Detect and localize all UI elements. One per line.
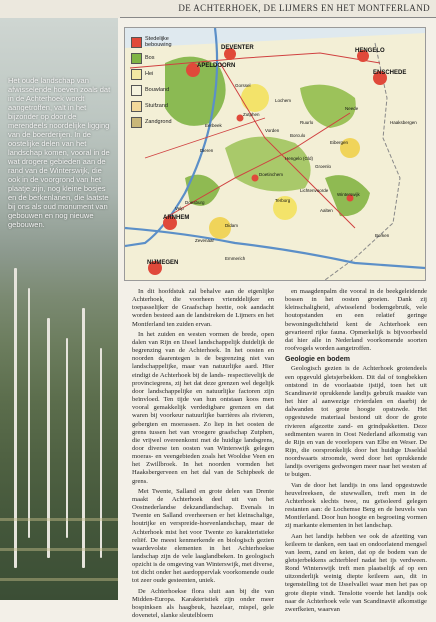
legend-label: Stedelijke bebouwing xyxy=(145,36,172,48)
map-place-label: ARNHEM xyxy=(163,215,190,221)
birch-trunk xyxy=(28,288,30,538)
map-place-label: Doetinchem xyxy=(259,172,284,177)
legend-item xyxy=(131,114,195,130)
legend-item xyxy=(131,50,195,66)
text-column-right xyxy=(285,288,427,616)
map-place-label: Borculo xyxy=(290,133,306,138)
legend-item xyxy=(131,34,195,50)
body-paragraph: Van de door het landijs in ons land opgestuwde heuvelreeksen, de stuwwallen, treft men in de Achterhoek slechts twee, nu geïsoleerd gelegen restanten aan: de Lochemse Berg en de heuvels van Montferland. Door hun hoogte en begroeiing vormen zij markante elementen in het landschap. xyxy=(285,481,427,530)
legend-swatch xyxy=(131,85,142,96)
map-place-label: Velp xyxy=(175,206,184,211)
map-place-label: Vorden xyxy=(265,128,280,133)
legend-label: Bos xyxy=(145,55,155,61)
map-place-label: Aalten xyxy=(320,208,333,213)
map-place-label: Doesburg xyxy=(185,200,205,205)
map-place-label: APELDOORN xyxy=(197,63,236,69)
landscape-photo xyxy=(0,18,118,600)
map-place-label: Ruurlo xyxy=(300,120,314,125)
map-place-label: Groenlo xyxy=(315,164,332,169)
map-legend xyxy=(131,34,195,130)
map-place-label: Gorssel xyxy=(235,83,251,88)
legend-swatch xyxy=(131,101,142,112)
map-place-label: Dieren xyxy=(200,148,214,153)
legend-swatch xyxy=(131,53,142,64)
map-place-label: HENGELO xyxy=(355,48,385,54)
legend-label: Hei xyxy=(145,71,154,77)
running-header: DE ACHTERHOEK, DE LIJMERS EN HET MONTFERLAND xyxy=(178,3,430,13)
photo-caption: Het oude landschap van afwisselende hoeven zoals dat in de Achterhoek wordt aangetroffen, valt in het bijzonder op door de merendeels noordelijke ligging van de boerderijen. In de oostelijke delen van het landschap komen, vooral in de wat drogere gebieden aan de rand van de Winterswijk, die ook in de voorgrond van het plaatje zijn, nog kleine bosjes en de berkenlanen, die laatste bij ons als oud monument van gebouwen en nog nieuwe gebouwen. xyxy=(8,76,111,229)
map-place-label: Terborg xyxy=(275,198,291,203)
regional-map xyxy=(124,27,426,281)
legend-item xyxy=(131,82,195,98)
body-paragraph: In het zuiden en westen vormen de brede, open dalen van Rijn en IJssel landschappelijk duidelijk de begrenzing van de Achterhoek. In het oosten en noorden daarentegen is de begrenzing niet van landschappelijke, maar van natuurlijke aard. Hier eindigt de Achterhoek bij de lands- respectievelijk de provinciegrens, zij het dat deze grenzen wel degelijk door landschappelijke en natuurlijke factoren zijn beïnvloed. Ten tijde van hun ontstaan koos men vooral gemakkelijk verdedigbare grenzen en dat waren bij voorkeur natuurlijke barrières als rivieren, gebergten en moerassen. Zo liep in het oosten de grens tussen het van vroegere graafschap Zutphen, die vrijwel overeenkomt met de huidige landsgrens, door diverse ten oosten van Winterswijk gelegen moeras- en veengebieden zoals het Wooldse Veen en het Zwillbroek. In het noorden vormden het Haaksbergerveen en het dal van de Schipbeek de grens. xyxy=(132,330,274,485)
map-place-label: Zutphen xyxy=(243,112,260,117)
legend-item xyxy=(131,66,195,82)
map-place-label: Haaksbergen xyxy=(390,120,417,125)
body-paragraph: De Achterhoekse flora sluit aan bij die van Midden-Europa. Karakteristiek zijn onder meer bospinksen als haagbeuk, hazelaar, mispel, gele dovenetel, slanke sleutelbloem xyxy=(132,587,274,620)
birch-trunk xyxy=(66,338,68,538)
grass-band xyxy=(0,578,118,581)
map-place-label: NIJMEGEN xyxy=(147,260,179,266)
body-paragraph: en maagdenpalm die vooral in de beekgeleidende bossen in het oosten groeien. Dank zij kleinschaligheid, afwisselend bodemgebruik, vele houtopstanden en een relatief geringe bewoningsdichtheid kent de Achterhoek een gevarieerd rijke fauna. Opmerkelijk is bijvoorbeeld dat hier alle in Nederland voorkomende soorten roofvogels worden aangetroffen. xyxy=(285,288,427,353)
map-place-label: Lichtenvoorde xyxy=(300,188,329,193)
text-column-left xyxy=(132,288,274,622)
map-place-label: Neede xyxy=(345,106,359,111)
legend-label: Bouwland xyxy=(145,87,170,93)
body-paragraph: Aan het landijs hebben we ook de afzetting van keileem te danken, een taai en ondoorlatend mengsel van leem, zand en keien, dat op de bodem van de gletsjerbekkens achterbleef nadat het ijs verdween. Rond Winterswijk treft men plaatselijk af op een uitzonderlijk weinig diepte keileem aan, dit in tegenstelling tot de IJsselvallei waar men het pas op grote diepte vindt. Tenslotte voerde het landijs ook naar de Achterhoek vele van Scandinavië afkomstige zwerfkeien, waarvan xyxy=(285,532,427,613)
birch-trunk xyxy=(82,308,85,568)
legend-swatch xyxy=(131,37,142,48)
map-place-label: Winterswijk xyxy=(337,192,360,197)
map-place-label: Eibergen xyxy=(330,140,349,145)
legend-item xyxy=(131,98,195,114)
body-paragraph: Geologisch gezien is de Achterhoek grotendeels een opgevuld gletsjerbekken. Dit dal of tongbekken ontstond in de voorlaatste ijstijd, toen het uit Scandinavië oprukkende landijs gebruik maakte van het hier al aanwezige rivierdalen en daarbij de dalwanden tot grote hoogte opstuwde. Het opgestuwde materiaal bestond uit door de grote rivieren afgezette zand- en grindpakketten. Deze sedimenten waren in Oost Nederland afkomstig van de Rijn en van de voorlopers van Elbe en Weser. De Rijn, die oorspronkelijk door het huidige IJsseldal noordwaarts stroomde, werd door het oprukkende landijs overigens gedwongen meer naar het westen af te buigen. xyxy=(285,365,427,479)
legend-label: Stuifzand xyxy=(145,103,168,109)
legend-swatch xyxy=(131,69,142,80)
header-rule xyxy=(120,17,436,18)
map-place-label: Borken xyxy=(375,233,390,238)
legend-label: Zandgrond xyxy=(145,119,172,125)
heath-patch xyxy=(241,84,269,112)
birch-trunk xyxy=(47,318,50,558)
map-place-label: Hengelo (Gld) xyxy=(285,156,314,161)
birch-trunk xyxy=(14,268,17,568)
map-place-label: Lochem xyxy=(275,98,292,103)
body-paragraph: Met Twente, Salland en grote delen van Drente maakt de Achterhoek deel uit van het Oostnederlandse dekzandlandschap. Evenals in Twente en Salland overheersen er het kleinschalige, houtrijke en verspreide-hoevenlandschap, maar de Achterhoek mist het voor Twente zo karakteristieke reliëf. De meest kenmerkende en biologisch gezien waardevolste elementen in het Achterhoekse landschap zijn de vele laaglandbeken. In geologisch opzicht is de omgeving van Winterswijk, met diverse, tot dicht onder het aardoppervlak voorkomende oude tot zeer oude gesteenten, uniek. xyxy=(132,487,274,585)
map-place-label: ENSCHEDE xyxy=(373,70,407,76)
map-place-label: Emmerich xyxy=(225,256,246,261)
map-place-label: Eerbeek xyxy=(205,123,222,128)
grass-band xyxy=(0,518,118,521)
map-place-label: DEVENTER xyxy=(221,45,254,51)
map-place-label: Didam xyxy=(225,223,239,228)
body-paragraph: In dit hoofdstuk zal behalve aan de eigenlijke Achterhoek, die voorheen vrienddelijker en toepasselijker de Graafschap heette, ook aandacht worden besteed aan de landstreken de Lijmers en het Montferland ten zuiden ervan. xyxy=(132,288,274,328)
city-doetinchem xyxy=(252,175,259,182)
heath-patch xyxy=(209,217,231,239)
section-heading: Geologie en bodem xyxy=(285,356,350,364)
map-place-label: Zevenaar xyxy=(195,238,215,243)
grass-band xyxy=(0,548,118,551)
legend-swatch xyxy=(131,117,142,128)
birch-trunk xyxy=(100,348,102,558)
